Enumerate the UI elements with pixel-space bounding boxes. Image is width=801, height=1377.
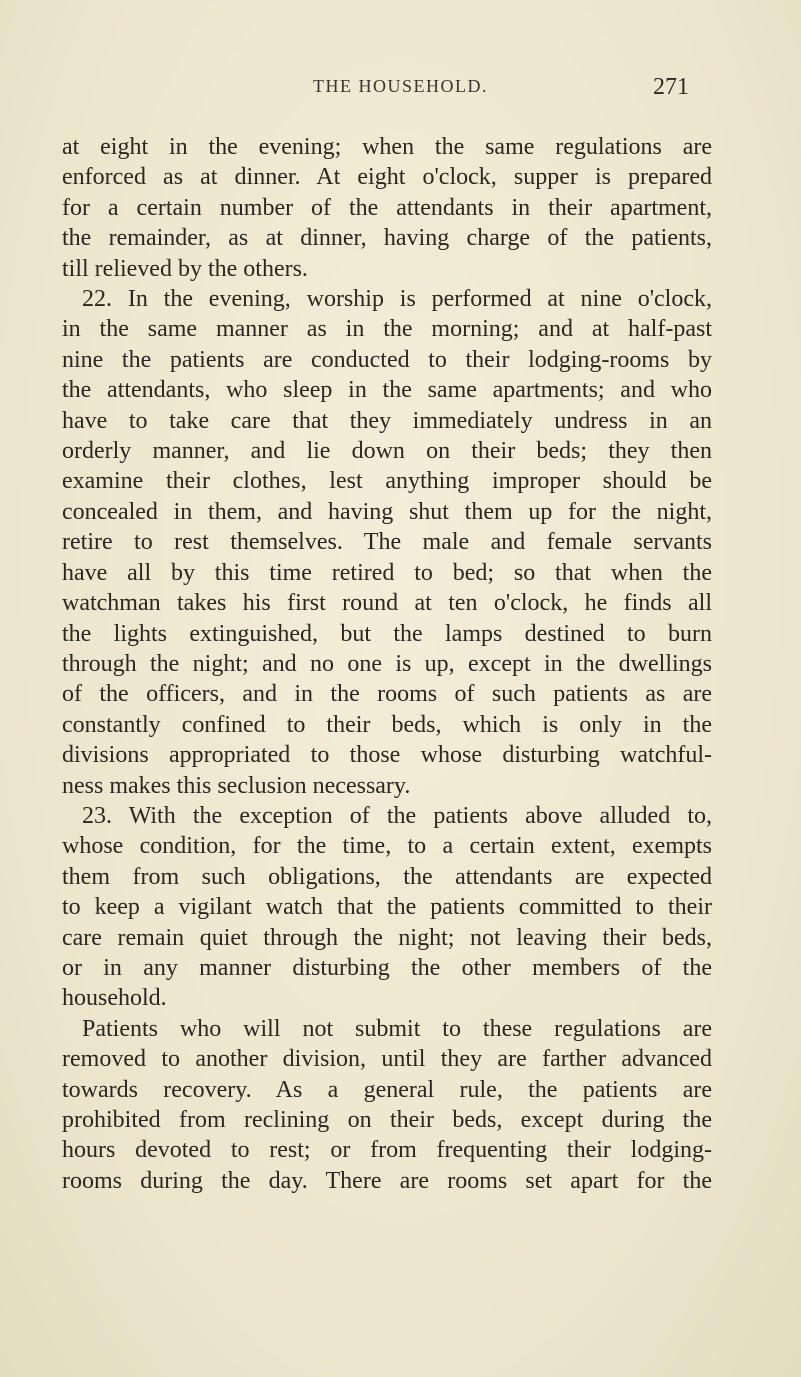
text-line: removed to another division, until they are farther advanced — [62, 1046, 712, 1073]
running-head — [0, 76, 801, 106]
text-line: the attendants, who sleep in the same apartments; and who — [62, 377, 712, 404]
text-line: for a certain number of the attendants in their apartment, — [62, 194, 712, 221]
page-number: 271 — [653, 74, 689, 100]
text-line: retire to rest themselves. The male and female servants — [62, 529, 712, 556]
text-line: the lights extinguished, but the lamps destined to burn — [62, 620, 712, 647]
text-line: divisions appropriated to those whose disturbing watchful- — [62, 742, 712, 769]
text-line: nine the patients are conducted to their lodging-rooms by — [62, 346, 712, 373]
text-line: of the officers, and in the rooms of such patients as are — [62, 681, 712, 708]
text-line: the remainder, as at dinner, having charge of the patients, — [62, 225, 712, 252]
running-title: THE HOUSEHOLD. — [313, 76, 488, 96]
text-line: whose condition, for the time, to a certain extent, exempts — [62, 833, 712, 860]
text-line: at eight in the evening; when the same regulations are — [62, 134, 712, 160]
paragraph-23-first-line: 23. With the exception of the patients above alluded to, — [82, 802, 712, 829]
text-line: constantly confined to their beds, which is only in the — [62, 711, 712, 738]
text-line: or in any manner disturbing the other members of the — [62, 954, 712, 981]
text-line: towards recovery. As a general rule, the patients are — [62, 1076, 712, 1103]
text-line: have to take care that they immediately undress in an — [62, 407, 712, 434]
text-line: concealed in them, and having shut them up for the night, — [62, 498, 712, 525]
text-line: till relieved by the others. — [62, 255, 308, 282]
text-line: watchman takes his first round at ten o'clock, he finds all — [62, 590, 712, 617]
text-line: examine their clothes, lest anything improper should be — [62, 468, 712, 495]
body-text — [62, 132, 712, 1196]
text-line: care remain quiet through the night; not leaving their beds, — [62, 924, 712, 951]
text-line: to keep a vigilant watch that the patients committed to their — [62, 894, 712, 921]
text-line: orderly manner, and lie down on their beds; they then — [62, 438, 712, 465]
text-line: through the night; and no one is up, except in the dwellings — [62, 650, 712, 677]
text-line: have all by this time retired to bed; so that when the — [62, 559, 712, 586]
text-line: hours devoted to rest; or from frequenting their lodging- — [62, 1137, 712, 1164]
paragraph-22-first-line: 22. In the evening, worship is performed at nine o'clock, — [82, 286, 712, 313]
text-line: them from such obligations, the attendants are expected — [62, 863, 712, 890]
paragraph-patients-first-line: Patients who will not submit to these regulations are — [82, 1015, 712, 1042]
text-line: household. — [62, 985, 167, 1012]
text-line: prohibited from reclining on their beds, except during the — [62, 1107, 712, 1133]
text-line: ness makes this seclusion necessary. — [62, 772, 411, 799]
text-line: rooms during the day. There are rooms set apart for the — [62, 1167, 712, 1194]
text-line: in the same manner as in the morning; and at half-past — [62, 316, 712, 343]
text-line: enforced as at dinner. At eight o'clock, supper is prepared — [62, 164, 712, 191]
